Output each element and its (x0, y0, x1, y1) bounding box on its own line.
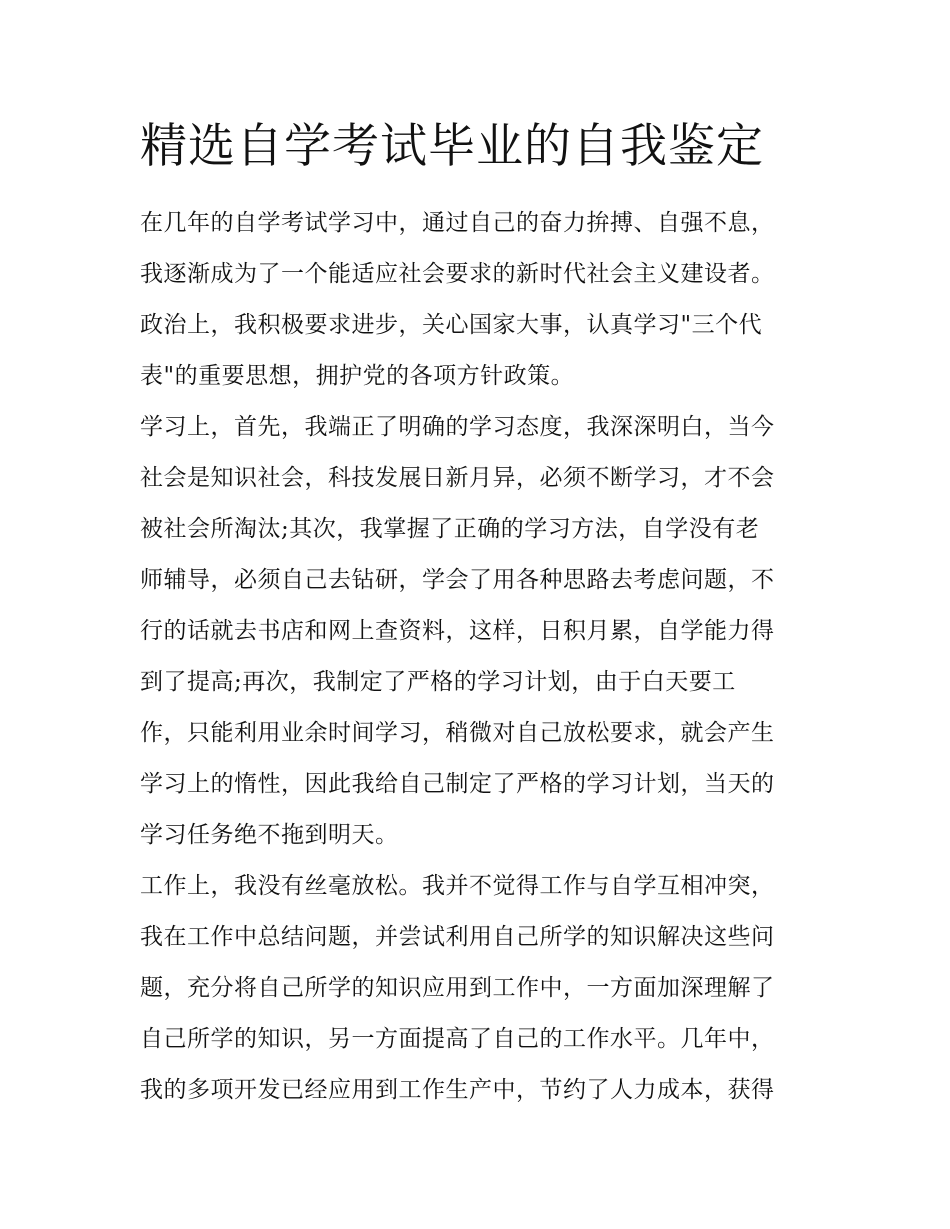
body-line: 工作上，我没有丝毫放松。我并不觉得工作与自学互相冲突， (140, 873, 775, 899)
body-line: 政治上，我积极要求进步，关心国家大事，认真学习"三个代 (140, 312, 763, 338)
body-line: 学习上的惰性，因此我给自己制定了严格的学习计划，当天的 (140, 771, 775, 797)
body-line: 题，充分将自己所学的知识应用到工作中，一方面加深理解了 (140, 975, 775, 1001)
body-line: 我逐渐成为了一个能适应社会要求的新时代社会主义建设者。 (140, 261, 775, 287)
body-line: 学习上，首先，我端正了明确的学习态度，我深深明白，当今 (140, 414, 775, 440)
body-line: 在几年的自学考试学习中，通过自己的奋力拚搏、自强不息， (140, 210, 775, 236)
body-line: 表"的重要思想，拥护党的各项方针政策。 (140, 363, 575, 389)
body-line: 自己所学的知识，另一方面提高了自己的工作水平。几年中， (140, 1026, 775, 1052)
body-line: 学习任务绝不拖到明天。 (140, 822, 399, 848)
body-line: 到了提高;再次，我制定了严格的学习计划，由于白天要工 (140, 669, 736, 695)
body-line: 师辅导，必须自己去钻研，学会了用各种思路去考虑问题，不 (140, 567, 775, 593)
body-line: 我的多项开发已经应用到工作生产中，节约了人力成本，获得 (140, 1077, 775, 1103)
body-line: 被社会所淘汰;其次，我掌握了正确的学习方法，自学没有老 (140, 516, 760, 542)
document-title: 精选自学考试毕业的自我鉴定 (140, 119, 764, 174)
body-line: 行的话就去书店和网上查资料，这样，日积月累，自学能力得 (140, 618, 775, 644)
body-line: 社会是知识社会，科技发展日新月异，必须不断学习，才不会 (140, 465, 775, 491)
body-line: 作，只能利用业余时间学习，稍微对自己放松要求，就会产生 (140, 720, 775, 746)
body-line: 我在工作中总结问题，并尝试利用自己所学的知识解决这些问 (140, 924, 775, 950)
